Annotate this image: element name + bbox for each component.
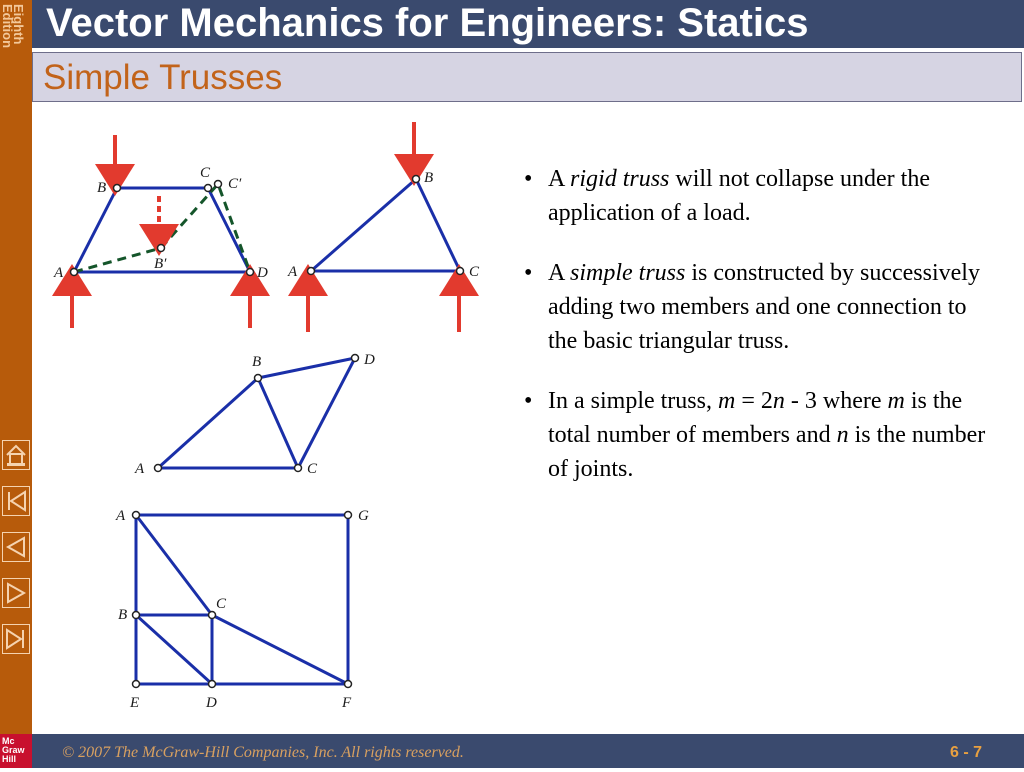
joint-label: B′ (154, 256, 167, 272)
non-rigid-truss-figure (53, 135, 268, 328)
logo-line: Mc (2, 736, 15, 746)
bullet-text: is constructed by successively adding two members and one connection to the basic triangular truss. (548, 260, 980, 354)
slide-title-bar (32, 52, 1022, 102)
joint-label: C (307, 461, 318, 477)
bullet-text: will not collapse under the application of a load. (548, 166, 930, 226)
truss-figures (40, 110, 500, 730)
bullet-text: = 2 (735, 388, 773, 414)
bullet-text: In a simple truss, (548, 388, 718, 414)
title-bar (32, 0, 1024, 48)
home-icon (3, 441, 29, 469)
term-simple-truss: simple truss (570, 260, 686, 286)
formula-n: n (772, 388, 785, 414)
rectangular-truss-figure (115, 508, 369, 711)
joint-label: A (54, 265, 64, 281)
rigid-triangle-figure (287, 122, 480, 332)
joint-label: B (97, 180, 107, 196)
joint-label: C (469, 264, 480, 280)
course-title: Vector Mechanics for Engineers: Statics (46, 1, 809, 45)
term-rigid-truss: rigid truss (570, 166, 670, 192)
formula-m: m (717, 388, 736, 414)
mcgraw-hill-logo (0, 734, 32, 768)
joint-label: A (116, 508, 126, 524)
bullet-rigid-truss (520, 162, 1000, 230)
edition-line1: Eighth (11, 4, 26, 45)
page-number: 6 - 7 (949, 744, 982, 761)
last-slide-button[interactable] (2, 624, 30, 654)
joint-label: D (257, 265, 268, 281)
home-button[interactable] (2, 440, 30, 470)
joint-label: C′ (228, 176, 242, 192)
joint-label: D (364, 352, 375, 368)
joint-label: A (288, 264, 298, 280)
edition-line2: Edition (0, 4, 15, 49)
bullet-member-formula (520, 384, 1000, 486)
joint-label: F (342, 695, 352, 711)
joint-label: B (252, 354, 262, 370)
sidebar (0, 0, 32, 768)
previous-slide-button[interactable] (2, 532, 30, 562)
joint-label: C (216, 596, 227, 612)
joint-label: G (358, 508, 369, 524)
first-slide-button[interactable] (2, 486, 30, 516)
logo-line: Hill (2, 754, 17, 764)
copyright-notice: © 2007 The McGraw-Hill Companies, Inc. All rights reserved. (62, 744, 464, 761)
joint-label: C (200, 165, 211, 181)
footer-bar (32, 734, 1024, 768)
next-slide-icon (3, 579, 29, 607)
next-slide-button[interactable] (2, 578, 30, 608)
joint-label: B (424, 170, 434, 186)
bullet-list (520, 162, 1000, 512)
simple-truss-figure (134, 352, 375, 477)
formula-n: n (836, 422, 849, 448)
last-slide-icon (3, 625, 29, 653)
joint-label: D (206, 695, 217, 711)
joint-label: E (130, 695, 140, 711)
bullet-text: - 3 where (784, 388, 888, 414)
bullet-text: A (548, 166, 571, 192)
joint-label: B (118, 607, 128, 623)
joint-label: A (135, 461, 145, 477)
bullet-text: is the total number of members and (548, 388, 963, 448)
first-slide-icon (3, 487, 29, 515)
logo-line: Graw (2, 745, 25, 755)
bullet-text: is the number of joints. (548, 422, 986, 482)
previous-slide-icon (3, 533, 29, 561)
bullet-simple-truss (520, 256, 1000, 358)
slide-title: Simple Trusses (43, 58, 283, 97)
formula-m: m (887, 388, 905, 414)
bullet-text: A (548, 260, 571, 286)
edition-label (0, 2, 32, 62)
